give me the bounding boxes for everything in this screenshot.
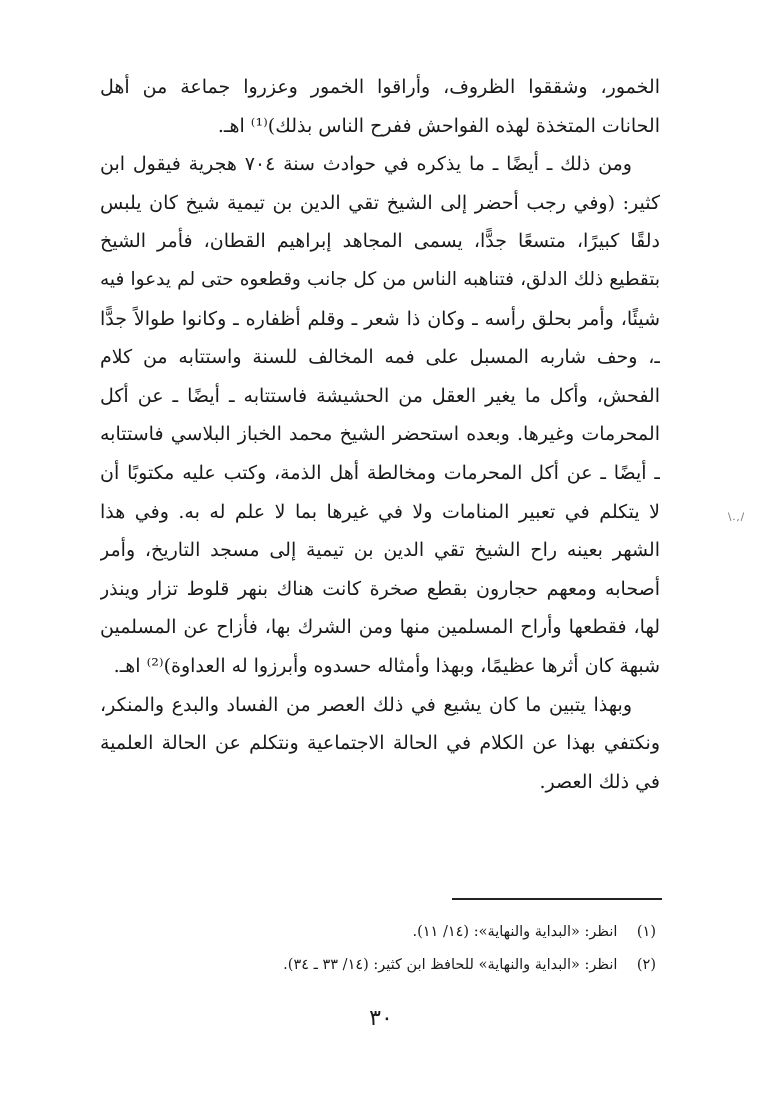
- text-line: شيئًا، وأمر بحلق رأسه ـ وكان ذا شعر ـ وقلم أظفاره ـ وكانوا طوالاً جدًّا: [100, 307, 660, 330]
- text-line: أصحابه ومعهم حجارون بقطع صخرة كانت هناك بنهر قلوط تزار وينذر: [100, 577, 660, 600]
- text-line: ونكتفي بهذا عن الكلام في الحالة الاجتماعية ونتكلم عن الحالة العلمية: [100, 732, 660, 755]
- text-line: شبهة كان أثرها عظيمًا، وبهذا وأمثاله حسدوه وأبرزوا له العداوة)⁽²⁾ اهـ.: [113, 654, 660, 677]
- text-line: في ذلك العصر.: [539, 770, 660, 793]
- text-line: ـ أيضًا ـ عن أكل المحرمات ومخالطة أهل الذمة، وكتب عليه مكتوبًا أن: [100, 461, 660, 484]
- text-line: كثير: (وفي رجب أحضر إلى الشيخ تقي الدين بن تيمية شيخ كان يلبس: [100, 191, 660, 214]
- text-line: الخمور، وشققوا الظروف، وأراقوا الخمور وعزروا جماعة من أهل: [100, 76, 660, 98]
- text-line: الشهر بعينه راح الشيخ تقي الدين بن تيمية إلى مسجد التاريخ، وأمر: [100, 539, 660, 562]
- footnote-number: (٢): [636, 957, 656, 973]
- text-line: المحرمات وغيرها. وبعده استحضر الشيخ محمد الخباز البلاسي فاستتابه: [100, 423, 660, 446]
- text-line: وبهذا يتبين ما كان يشيع في ذلك العصر من الفساد والبدع والمنكر،: [100, 693, 632, 716]
- text-line: الحانات المتخذة لهذه الفواحش ففرح الناس بذلك)⁽¹⁾ اهـ.: [217, 114, 660, 137]
- page-number: ٣٠: [369, 1006, 393, 1031]
- text-line: الفحش، وأكل ما يغير العقل من الحشيشة فاستتابه ـ أيضًا ـ عن أكل: [100, 384, 660, 407]
- footnotes: [100, 916, 660, 982]
- footnote-text: انظر: «البداية والنهاية» للحافظ ابن كثير: (١٤/ ٣٣ ـ ٣٤).: [283, 957, 618, 973]
- text-line: ومن ذلك ـ أيضًا ـ ما يذكره في حوادث سنة ٧٠٤ هجرية فيقول ابن: [100, 153, 632, 176]
- margin-mark: \.,/: [728, 512, 746, 523]
- text-line: لا يتكلم في تعبير المنامات ولا في غيرها بما لا علم له به. وفي هذا: [100, 500, 660, 523]
- body-text: [100, 68, 660, 801]
- text-line: لها، فقطعها وأراح المسلمين منها ومن الشرك بها، فأزاح عن المسلمين: [100, 616, 660, 639]
- text-line: ـ، وحف شاربه المسبل على فمه المخالف للسنة واستتابه من كلام: [100, 346, 660, 369]
- footnote-text: انظر: «البداية والنهاية»: (١٤/ ١١).: [412, 924, 618, 940]
- footnote-separator: [452, 898, 662, 900]
- text-line: بتقطيع ذلك الدلق، فتناهبه الناس من كل جانب وقطعوه حتى لم يدعوا فيه: [100, 268, 660, 290]
- footnote-number: (١): [636, 924, 656, 940]
- footnote-1: [100, 916, 660, 949]
- text-line: دلقًا كبيرًا، متسعًا جدًّا، يسمى المجاهد إبراهيم القطان، فأمر الشيخ: [100, 230, 660, 253]
- footnote-2: [100, 949, 660, 982]
